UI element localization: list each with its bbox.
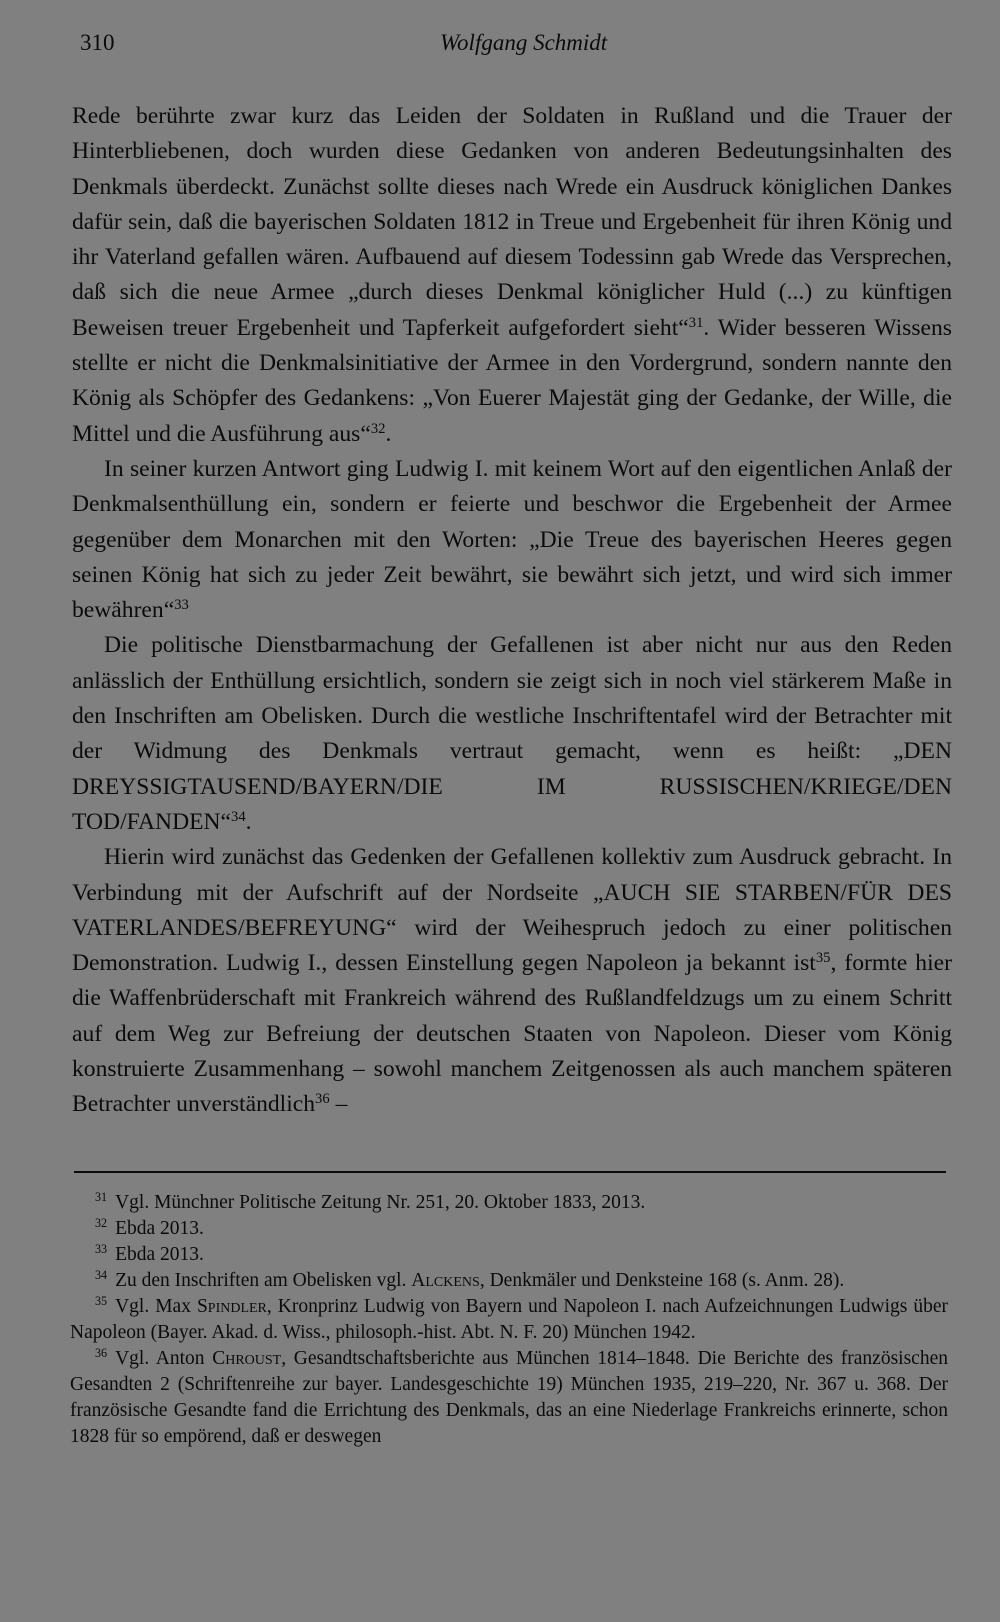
footnote — [70, 1268, 948, 1294]
footnote-ref: 34 — [231, 808, 246, 825]
text-run: Rede berührte zwar kurz das Leiden der Soldaten in Rußland und die Trauer der Hinterbliebenen, doch wurden diese Gedanken von anderen Bedeutungsinhalten des Denkmals überdeckt. Zunächst sollte dieses nach Wrede ein Ausdruck königlichen Dankes dafür sein, daß die bayerischen Soldaten 1812 in Treue und Ergebenheit für ihren König und ihr Vaterland gefallen wären. Aufbauend auf diesem Todessinn gab Wrede das Versprechen, daß sich die neue Armee „durch dieses Denkmal königlicher Huld (...) zu künftigen Beweisen treuer Ergebenheit und Tapferkeit aufgefordert sieht“ — [72, 103, 952, 341]
cited-author: Alckens — [411, 1270, 480, 1291]
footnote-divider — [74, 1171, 946, 1173]
text-run: . — [385, 420, 392, 447]
footnote-number: 31 — [95, 1190, 108, 1205]
footnote-text: Zu den Inschriften am Obelisken vgl. — [115, 1270, 412, 1291]
paragraph — [72, 840, 952, 1122]
footnotes — [70, 1190, 948, 1450]
footnote-text: Vgl. Münchner Politische Zeitung Nr. 251, 20. Oktober 1833, 2013. — [115, 1192, 646, 1213]
text-run: In seiner kurzen Antwort ging Ludwig I. mit keinem Wort auf den eigentlichen Anlaß der Denkmalsenthüllung ein, sondern er feierte und beschwor die Ergebenheit der Armee gegenüber dem Monarchen mit den Worten: „Die Treue des bayerischen Heeres gegen seinen König hat sich zu jeder Zeit bewährt, sie bewährt sich jetzt, und wird sich immer bewähren“ — [72, 455, 952, 624]
footnote-ref: 35 — [815, 950, 831, 967]
text-run: . Wider besseren Wissens stellte er nicht die Denkmalsinitiative der Armee in den Vordergrund, sondern nannte den König als Schöpfer des Gedankens: „Von Euerer Majestät ging der Gedanke, der Wille, die Mittel und die Ausführung aus“ — [72, 314, 952, 447]
footnote-ref: 36 — [315, 1091, 330, 1108]
footnote-text: Ebda 2013. — [115, 1244, 204, 1265]
footnote — [70, 1242, 948, 1268]
text-run: , formte hier die Waffenbrüderschaft mit Frankreich während des Rußlandfeldzugs um zu einem Schritt auf dem Weg zur Befreiung der deutschen Staaten von Napoleon. Dieser vom König konstruierte Zusammenhang – sowohl manchem Zeitgenossen als auch manchem späteren Betrachter unverständlich — [72, 950, 952, 1118]
footnote-text: , Kronprinz Ludwig von Bayern und Napoleon I. nach Aufzeichnungen Ludwigs über Napoleon (Bayer. Akad. d. Wiss., philosoph.-hist. Abt. N. F. 20) München 1942. — [70, 1296, 948, 1343]
footnote-ref: 31 — [688, 314, 704, 331]
page-header — [80, 30, 930, 66]
text-run: – — [329, 1091, 348, 1118]
footnote-text: , Denkmäler und Denksteine 168 (s. Anm. 28). — [479, 1270, 845, 1291]
text-run: . — [245, 808, 252, 835]
footnote — [70, 1346, 948, 1450]
paragraph — [72, 452, 952, 628]
footnote-number: 33 — [95, 1242, 108, 1257]
footnote — [70, 1294, 948, 1346]
paragraph — [72, 628, 952, 840]
main-text — [72, 99, 952, 1123]
page-number: 310 — [80, 30, 115, 55]
footnote-number: 34 — [95, 1268, 108, 1283]
cited-author: Chroust — [212, 1348, 282, 1369]
footnote-ref: 33 — [174, 597, 189, 614]
text-run: Die politische Dienstbarmachung der Gefallenen ist aber nicht nur aus den Reden anlässlich der Enthüllung ersichtlich, sondern sie zeigt sich in noch viel stärkerem Maße in den Inschriften am Obelisken. Durch die westliche Inschriftentafel wird der Betrachter mit der Widmung des Denkmals vertraut gemacht, wenn es heißt: „DEN DREYSSIGTAUSEND/BAYERN/DIE IM RUSSISCHEN/KRIEGE/DEN TOD/FANDEN“ — [72, 632, 952, 835]
footnote-text: Vgl. Anton — [115, 1348, 213, 1369]
footnote-text: Vgl. Max — [115, 1296, 197, 1317]
footnote-text: Ebda 2013. — [115, 1218, 204, 1239]
running-head-author: Wolfgang Schmidt — [440, 30, 608, 55]
cited-author: Spindler — [196, 1296, 267, 1317]
footnote-ref: 32 — [370, 420, 386, 437]
footnote-number: 32 — [95, 1216, 108, 1231]
footnote-number: 36 — [95, 1346, 108, 1361]
footnote — [70, 1190, 948, 1216]
paragraph — [72, 99, 952, 452]
footnote-text: , Gesandtschaftsberichte aus München 1814–1848. Die Berichte des französischen Gesandten 2 (Schriftenreihe zur bayer. Landesgeschichte 19) München 1935, 219–220, Nr. 367 u. 368. Der französische Gesandte fand die Errichtung des Denkmals, das an eine Niederlage Frankreichs erinnerte, schon 1828 für so empörend, daß er deswegen — [70, 1348, 948, 1447]
footnote — [70, 1216, 948, 1242]
footnote-number: 35 — [95, 1294, 108, 1309]
text-run: Hierin wird zunächst das Gedenken der Gefallenen kollektiv zum Ausdruck gebracht. In Verbindung mit der Aufschrift auf der Nordseite „AUCH SIE STARBEN/FÜR DES VATERLANDES/BEFREYUNG“ wird der Weihespruch jedoch zu einer politischen Demonstration. Ludwig I., dessen Einstellung gegen Napoleon ja bekannt ist — [72, 844, 952, 977]
